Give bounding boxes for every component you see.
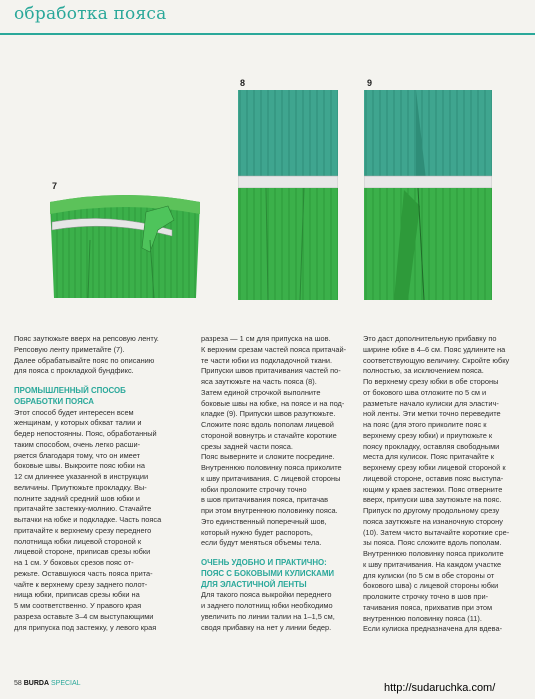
paragraph-line: сводя прибавку на нет у линии бедер. xyxy=(201,622,332,632)
paragraph-line: для кулиски (по 5 см в обе стороны от xyxy=(363,570,495,580)
brand-special: SPECIAL xyxy=(50,680,81,687)
paragraph-line: проложите строчку точно в шов при- xyxy=(363,592,489,601)
paragraph-line: Внутреннюю половинку пояса приколите xyxy=(201,463,342,472)
paragraph-line: зы пояса. Пояс сложите вдоль пополам. xyxy=(363,538,502,548)
paragraph-line: ряется благодаря тому, что он имеет xyxy=(14,450,141,460)
paragraph-line: к шву притачивания. С лицевой стороны xyxy=(201,473,341,483)
paragraph-line: режьте. Оставшуюся часть пояса прита- xyxy=(14,568,153,578)
paragraph-line: вверх, припуски шва заутюжьте на пояс. xyxy=(363,495,502,505)
paragraph-line: Пояс выверните и сложите посредине. xyxy=(201,452,335,462)
paragraph-line: ной ленты. Эти метки точно переведите xyxy=(363,409,501,419)
paragraph-line: верхнему срезу юбки) и приутюжьте к xyxy=(363,430,493,440)
paragraph-line: при этом внутреннюю половинку пояса. xyxy=(201,506,338,515)
paragraph-line: если будут меняться объемы тела. xyxy=(201,538,322,548)
page-header xyxy=(0,0,535,38)
paragraph-line: полностью, за исключением пояса. xyxy=(363,366,484,376)
paragraph-line: Это единственный поперечный шов, xyxy=(201,516,327,526)
paragraph-line: кладке (9). Припуски швов разутюжьте. xyxy=(201,409,336,419)
paragraph-line: для пояса с прокладкой бундфикс. xyxy=(14,366,134,376)
paragraph-line: Для такого пояса выкройки переднего xyxy=(201,590,332,600)
paragraph-line: полните задний средний шов юбки и xyxy=(14,493,140,503)
paragraph-line: разметьте начало кулиски для эластич- xyxy=(363,398,499,408)
paragraph-line: ширине юбке в 4–6 см. Пояс удлините на xyxy=(363,344,506,354)
paragraph-line: Внутреннюю половинку пояса приколите xyxy=(363,549,504,558)
paragraph-line: от бокового шва отложите по 5 см и xyxy=(363,387,487,397)
paragraph-line: Припуски швов притачивания частей по- xyxy=(201,366,341,376)
paragraph-line: лицевой стороне, оставив пояс выступа- xyxy=(363,473,504,483)
figure-8-illustration xyxy=(238,90,338,300)
figure-8-number: 8 xyxy=(240,78,246,88)
paragraph-line: бедер непостоянны. Пояс, обработанный xyxy=(14,429,157,438)
paragraph-line: срезы задней части пояса. xyxy=(201,441,293,451)
paragraph-line: увеличить по линии талии на 1–1,5 см, xyxy=(201,611,335,621)
paragraph-line: бокового шва) с лицевой стороны юбки xyxy=(363,581,499,591)
paragraph-line: юбки проложите строчку точно xyxy=(201,484,307,494)
paragraph-line: таким способом, очень легко расши- xyxy=(14,439,141,449)
paragraph-line: нища юбки, приписав срезы юбки на xyxy=(14,590,140,600)
section-heading: ДЛЯ ЭЛАСТИЧНОЙ ЛЕНТЫ xyxy=(201,579,307,589)
paragraph-line: боковые швы на юбке, на поясе и на под- xyxy=(201,398,345,408)
paragraph-line: пояса заутюжьте на изнаночную сторону xyxy=(363,516,503,526)
paragraph-line: Если кулиска предназначена для вдева- xyxy=(363,624,503,634)
paragraph-line: те части юбки из подкладочной ткани. xyxy=(201,355,333,365)
paragraph-line: 12 см длиннее указанной в инструкции xyxy=(14,472,149,481)
paragraph-line: Далее обрабатывайте пояс по описанию xyxy=(14,355,155,365)
paragraph-line: разреза оставьте 3–4 см выступающими xyxy=(14,611,154,621)
paragraph-line: места для кулисок. Пояс притачайте к xyxy=(363,452,495,462)
paragraph-line: Этот способ будет интересен всем xyxy=(14,407,134,417)
watermark-url: http://sudaruchka.com/ xyxy=(384,682,496,694)
paragraph-line: тачивания пояса, прихватив при этом xyxy=(363,602,493,612)
paragraph-line: величины. Приутюжьте прокладку. Вы- xyxy=(14,482,147,492)
paragraph-line: поясу прокладку, оставляя свободными xyxy=(363,441,500,451)
paragraph-line: чайте к верхнему срезу заднего полот- xyxy=(14,579,148,589)
paragraph-line: вытачки на юбке и подкладке. Часть пояса xyxy=(14,515,162,524)
header-rule xyxy=(0,33,535,35)
figure-7-illustration xyxy=(50,190,200,298)
section-heading: ОБРАБОТКИ ПОЯСА xyxy=(14,396,94,406)
text-column-2 xyxy=(201,334,351,633)
paragraph-line: соответствующую величину. Скройте юбку xyxy=(363,355,510,365)
paragraph-line: 5 мм соответственно. У правого края xyxy=(14,601,142,610)
paragraph-line: Затем единой строчкой выполните xyxy=(201,387,321,397)
paragraph-line: Это даст дополнительную прибавку по xyxy=(363,334,497,343)
paragraph-line: Припуск по другому продольному срезу xyxy=(363,506,500,515)
paragraph-line: К верхним срезам частей пояса притачай- xyxy=(201,344,347,354)
paragraph-line: разреза — 1 см для припуска на шов. xyxy=(201,334,331,343)
paragraph-line: для припуска под застежку, у левого края xyxy=(14,622,157,632)
section-heading: ОЧЕНЬ УДОБНО И ПРАКТИЧНО: xyxy=(201,558,327,567)
page-number: 58 xyxy=(14,680,22,687)
paragraph-line: Репсовую ленту приметайте (7). xyxy=(14,344,125,354)
figure-7-number: 7 xyxy=(52,181,58,191)
paragraph-line: (10). Затем чисто вытачайте короткие сре- xyxy=(363,527,510,537)
paragraph-line: ющим у краев застежки. Пояс отверните xyxy=(363,484,503,494)
paragraph-line: лицевой стороне, приписав срезы юбки xyxy=(14,547,151,557)
paragraph-line: и заднего полотнищ юбки необходимо xyxy=(201,601,333,610)
paragraph-line: в шов притачивания пояса, притачав xyxy=(201,495,329,505)
paragraph-line: притачайте застежку-молнию. Стачайте xyxy=(14,504,152,514)
paragraph-line: верхнему срезу юбки лицевой стороной к xyxy=(363,463,506,472)
brand-name: BURDA xyxy=(23,680,50,687)
section-title: обработка пояса xyxy=(14,4,167,24)
paragraph-line: женщинам, у которых обхват талии и xyxy=(14,418,142,428)
figure-9-number: 9 xyxy=(367,78,373,88)
paragraph-line: полотнища юбки лицевой стороной к xyxy=(14,536,142,546)
paragraph-line: который нужно будет распороть, xyxy=(201,527,313,537)
paragraph-line: внутреннюю половинку пояса (11). xyxy=(363,613,482,623)
text-column-3 xyxy=(363,334,523,635)
paragraph-line: на 1 см. У боковых срезов пояс от- xyxy=(14,558,134,567)
section-heading: ПРОМЫШЛЕННЫЙ СПОСОБ xyxy=(14,386,126,395)
paragraph-line: Пояс заутюжьте вверх на репсовую ленту. xyxy=(14,334,159,343)
figure-9-illustration xyxy=(364,90,492,300)
paragraph-line: Сложите пояс вдоль пополам лицевой xyxy=(201,420,334,429)
section-heading: ПОЯС С БОКОВЫМИ КУЛИСКАМИ xyxy=(201,568,335,578)
paragraph-line: боковые швы. Выкроите пояс юбки на xyxy=(14,461,145,471)
paragraph-line: к шву притачивания. На каждом участке xyxy=(363,559,502,569)
text-column-1 xyxy=(14,334,189,633)
paragraph-line: По верхнему срезу юбки в обе стороны xyxy=(363,377,499,386)
paragraph-line: на пояс (для этого приколите пояс к xyxy=(363,420,487,429)
page-footer xyxy=(14,680,81,687)
paragraph-line: притачайте к верхнему срезу переднего xyxy=(14,525,152,535)
paragraph-line: стороной вовнутрь и стачайте короткие xyxy=(201,430,337,440)
paragraph-line: яса заутюжьте на часть пояса (8). xyxy=(201,377,317,386)
